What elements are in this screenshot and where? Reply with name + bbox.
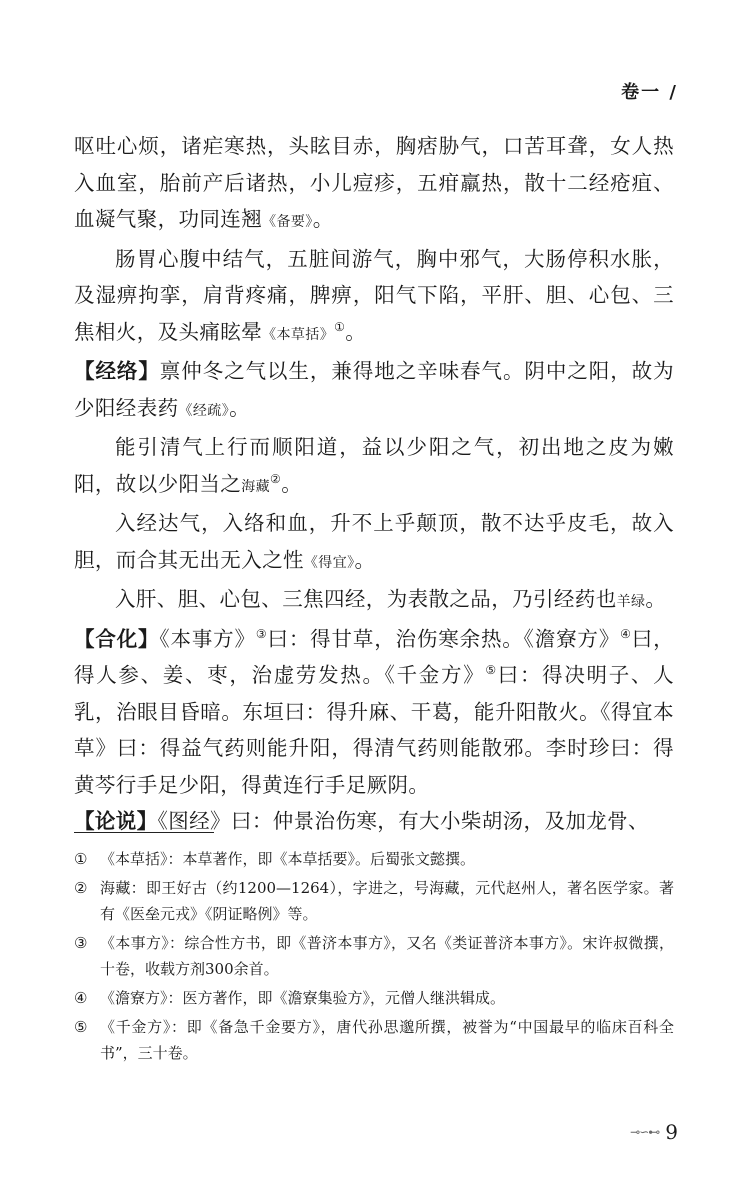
punct: 。: [345, 319, 367, 344]
footnote-item: [74, 985, 674, 1011]
paragraph: [74, 128, 674, 241]
footnote-ref[interactable]: ①: [334, 319, 346, 334]
footnote-mark: ③: [74, 934, 88, 952]
text: 《本事方》: [159, 626, 256, 651]
punct: 。: [645, 587, 667, 611]
text: 曰：得甘草，治伤寒余热。《澹寮方》: [267, 626, 621, 651]
section-tag: 【论说】: [74, 809, 158, 833]
text: 呕吐心烦，诸疟寒热，头眩目赤，胸痞胁气，口苦耳聋，女人热入血室，胎前产后诸热，小儿痘疹，五疳羸热，散十二经疮疽、血凝气聚，功同连翘: [74, 134, 674, 231]
text: 《图经》曰：仲景治伤寒，有大小柴胡汤，及加龙骨、: [157, 809, 649, 833]
footnote-divider: [74, 832, 214, 833]
footnotes: [74, 846, 674, 1069]
text: 禀仲冬之气以生，兼得地之辛味春气。阴中之阳，故为少阳经表药: [74, 359, 674, 420]
source-citation: 羊绿: [616, 594, 646, 610]
footnote-item: [74, 930, 674, 982]
text: 能引清气上行而顺阳道，益以少阳之气，初出地之皮为嫩阳，故以少阳当之: [74, 435, 674, 496]
paragraph: [74, 353, 674, 429]
footnote-item: [74, 1014, 674, 1066]
page-footer: [630, 1120, 678, 1144]
ornament-icon: ⊸∽⊷: [630, 1125, 660, 1139]
text: 曰：得决明子、人乳，治眼目昏暗。东垣曰：得升麻、干葛，能升阳散火。《得宜本草》曰：得益气药则能升阳，得清气药则能散邪。李时珍曰：得黄芩行手足少阳，得黄连行手足厥阴。: [74, 663, 674, 797]
footnote-mark: ⑤: [74, 1018, 88, 1036]
footnote-ref[interactable]: ③: [255, 626, 268, 641]
text: 入肝、胆、心包、三焦四经，为表散之品，乃引经药也: [115, 587, 617, 611]
paragraph: [74, 429, 674, 505]
paragraph: [74, 621, 674, 804]
running-head: 卷一 /: [621, 82, 678, 103]
paragraph: [74, 241, 674, 354]
source-citation: 海藏: [241, 478, 271, 495]
footnote-mark: ①: [74, 850, 88, 868]
footnote-text: 《千金方》：即《备急千金要方》，唐代孙思邈所撰，被誉为“中国最早的临床百科全书”，三十卷。: [100, 1018, 674, 1062]
footnote-mark: ②: [74, 879, 88, 897]
text: 曰，得人参、姜、枣，治虚劳发热。《千金方》: [74, 626, 674, 687]
page-number: 9: [665, 1120, 678, 1144]
section-tag: 【合化】: [74, 626, 160, 651]
punct: 。: [354, 547, 376, 572]
footnote-item: [74, 846, 674, 872]
footnote-item: [74, 875, 674, 927]
footnote-text: 《本事方》：综合性方书，即《普济本事方》，又名《类证普济本事方》。宋许叔微撰，十卷，收载方剂300余首。: [100, 934, 674, 978]
paragraph: [74, 803, 674, 840]
paragraph: [74, 505, 674, 581]
punct: 。: [312, 207, 334, 231]
main-text: [74, 128, 674, 840]
footnote-ref[interactable]: ②: [270, 471, 282, 486]
footnote-mark: ④: [74, 989, 88, 1007]
source-citation: 《经疏》: [178, 402, 230, 419]
footnote-text: 《澹寮方》：医方著作，即《澹寮集验方》，元僧人继洪辑成。: [100, 989, 506, 1007]
section-tag: 【经络】: [74, 359, 160, 383]
footnote-text: 海藏：即王好古（约1200—1264），字进之，号海藏，元代赵州人，著名医学家。著有《医垒元戎》《阴证略例》等。: [100, 879, 674, 923]
source-citation: 《备要》: [262, 214, 313, 230]
paragraph: [74, 581, 674, 621]
source-citation: 《本草括》: [262, 326, 335, 343]
footnote-ref[interactable]: ④: [620, 626, 632, 641]
text: 入经达气，入络和血，升不上乎颠顶，散不达乎皮毛，故入胆，而合其无出无入之性: [74, 511, 674, 572]
text: 肠胃心腹中结气，五脏间游气，胸中邪气，大肠停积水胀，及湿痹拘挛，肩背疼痛，脾痹，阳气下陷，平肝、胆、心包、三焦相火，及头痛眩晕: [74, 246, 674, 344]
punct: 。: [281, 471, 303, 496]
punct: 。: [229, 395, 251, 420]
source-citation: 《得宜》: [303, 554, 355, 571]
footnote-ref[interactable]: ⑤: [485, 663, 498, 678]
footnote-text: 《本草括》：本草著作，即《本草括要》。后蜀张文懿撰。: [100, 850, 476, 868]
